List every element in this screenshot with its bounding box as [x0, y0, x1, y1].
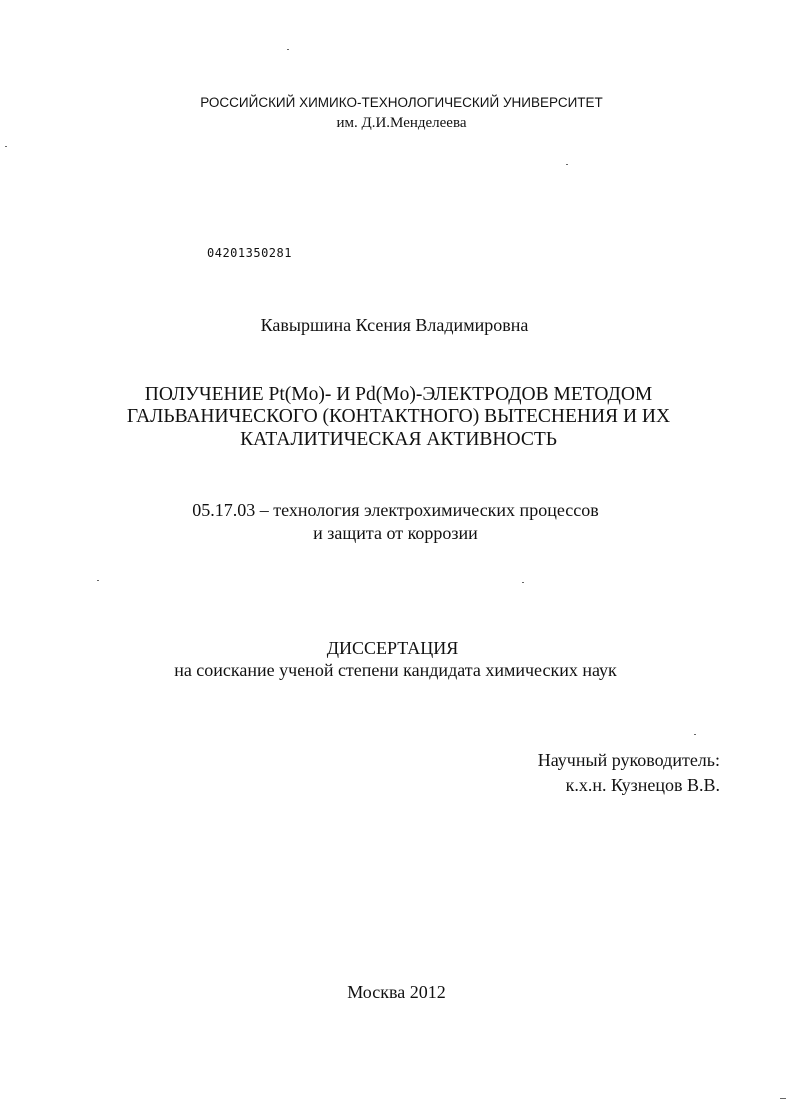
- city-year: Москва 2012: [347, 982, 446, 1002]
- degree-line: на соискание ученой степени кандидата химических наук: [174, 660, 617, 680]
- scan-speck: [522, 582, 524, 583]
- supervisor-label: Научный руководитель:: [537, 750, 720, 770]
- title-line-2: ГАЛЬВАНИЧЕСКОГО (КОНТАКТНОГО) ВЫТЕСНЕНИЯ И ИХ: [126, 406, 671, 427]
- specialty-line-1: 05.17.03 – технология электрохимических процессов: [192, 500, 599, 520]
- supervisor-name: к.х.н. Кузнецов В.В.: [565, 775, 720, 795]
- scan-speck: [97, 580, 99, 581]
- scan-speck: [5, 146, 7, 147]
- title-line-1: ПОЛУЧЕНИЕ Pt(Mo)- И Pd(Mo)-ЭЛЕКТРОДОВ МЕТОДОМ: [144, 384, 653, 405]
- scan-speck: [287, 49, 289, 50]
- institution-named-after: им. Д.И.Менделеева: [336, 115, 467, 131]
- author-name: Кавыршина Ксения Владимировна: [260, 315, 529, 335]
- registration-number: 04201350281: [207, 246, 292, 260]
- scan-speck: [694, 734, 696, 735]
- specialty-line-2: и защита от коррозии: [313, 523, 478, 543]
- scan-speck: [780, 1098, 786, 1099]
- document-type: ДИССЕРТАЦИЯ: [326, 638, 459, 658]
- title-line-3: КАТАЛИТИЧЕСКАЯ АКТИВНОСТЬ: [240, 429, 557, 450]
- scan-speck: [566, 164, 568, 165]
- institution-name: РОССИЙСКИЙ ХИМИКО-ТЕХНОЛОГИЧЕСКИЙ УНИВЕРСИТЕТ: [200, 95, 603, 110]
